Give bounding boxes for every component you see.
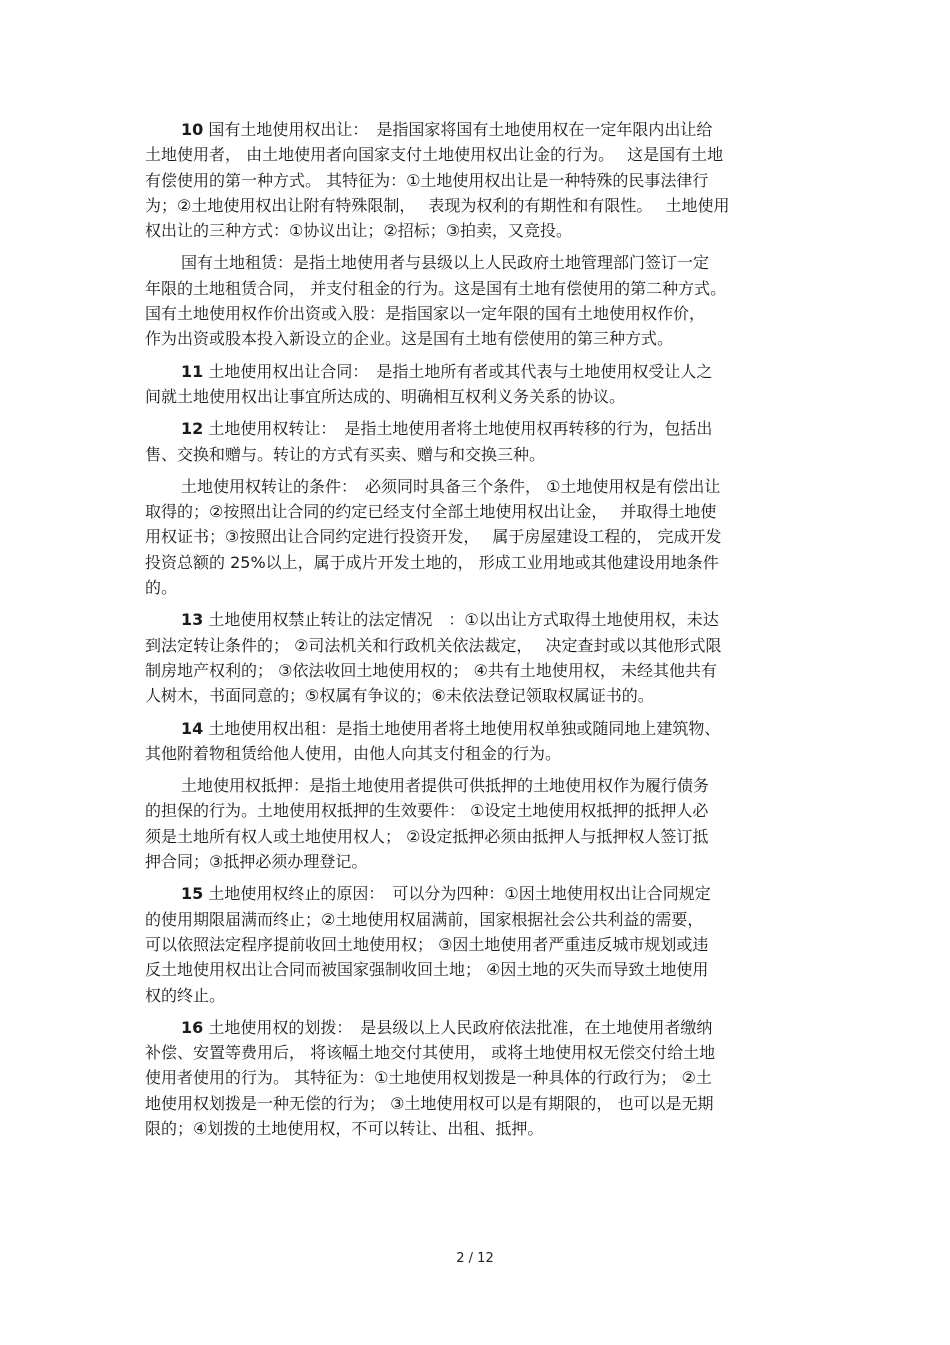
line-text: 售、交换和赠与。转让的方式有买卖、赠与和交换三种。 <box>145 444 546 464</box>
text-line <box>145 416 805 441</box>
text-line <box>145 276 805 301</box>
line-text: 投资总额的 25%以上，属于成片开发土地的， 形成工业用地或其他建设用地条件 <box>145 552 719 572</box>
paragraph <box>145 359 805 410</box>
paragraph-gap <box>145 874 805 881</box>
text-line <box>145 142 805 167</box>
text-line <box>145 193 805 218</box>
line-text: 为；②土地使用权出让附有特殊限制， 表现为权利的有期性和有限性。 土地使用 <box>145 195 730 215</box>
section-number: 10 <box>181 120 204 139</box>
section-number: 11 <box>181 361 204 381</box>
text-line <box>145 524 805 549</box>
line-text: 须是土地所有权人或土地使用权人； ②设定抵押必须由抵押人与抵押权人签订抵 <box>145 826 709 846</box>
line-text: 的使用期限届满而终止；②土地使用权届满前，国家根据社会公共利益的需要， <box>145 909 704 929</box>
text-line <box>145 983 805 1008</box>
line-text: 人树木，书面同意的；⑤权属有争议的；⑥未依法登记领取权属证书的。 <box>145 686 654 706</box>
paragraph-gap <box>145 467 805 474</box>
text-line <box>145 442 805 467</box>
text-line <box>145 474 805 499</box>
line-text: 国有土地使用权出让： 是指国家将国有土地使用权在一定年限内出让给 <box>208 120 713 139</box>
text-line <box>145 881 805 906</box>
text-line <box>145 658 805 683</box>
text-line <box>145 773 805 798</box>
text-line <box>145 824 805 849</box>
text-line <box>145 575 805 600</box>
line-text: 的。 <box>145 578 178 598</box>
text-line <box>145 384 805 409</box>
text-line <box>145 683 805 708</box>
line-text: 土地使用权禁止转让的法定情况 ：①以出让方式取得土地使用权，未达 <box>208 610 719 630</box>
line-text: 其他附着物租赁给他人使用，由他人向其支付租金的行为。 <box>145 743 562 763</box>
paragraph <box>145 773 805 874</box>
text-line <box>145 1091 805 1116</box>
line-text: 可以依照法定程序提前收回土地使用权； ③因土地使用者严重违反城市规划或违 <box>145 934 709 954</box>
text-line <box>145 716 805 741</box>
line-text: 土地使用权转让： 是指土地使用者将土地使用权再转移的行为，包括出 <box>208 419 713 439</box>
text-line <box>145 741 805 766</box>
paragraph-gap <box>145 709 805 716</box>
line-text: 间就土地使用权出让事宜所达成的、明确相互权利义务关系的协议。 <box>145 386 626 406</box>
paragraph <box>145 607 805 708</box>
line-text: 作为出资或股本投入新设立的企业。这是国有土地有偿使用的第三种方式。 <box>145 329 674 349</box>
text-line <box>145 359 805 384</box>
text-line <box>145 550 805 575</box>
paragraph-gap <box>145 243 805 250</box>
paragraph-gap <box>145 600 805 607</box>
text-line <box>145 499 805 524</box>
line-text: 土地使用者， 由土地使用者向国家支付土地使用权出让金的行为。 这是国有土地 <box>145 145 724 165</box>
text-line <box>145 326 805 351</box>
line-text: 有偿使用的第一种方式。 其特征为：①土地使用权出让是一种特殊的民事法律行 <box>145 170 709 190</box>
text-line <box>145 607 805 632</box>
section-number: 16 <box>181 1017 204 1037</box>
paragraph <box>145 250 805 351</box>
text-line <box>145 907 805 932</box>
paragraph <box>145 474 805 600</box>
line-text: 土地使用权转让的条件： 必须同时具备三个条件， ①土地使用权是有偿出让 <box>181 476 721 496</box>
text-line <box>145 301 805 326</box>
line-text: 反土地使用权出让合同而被国家强制收回土地； ④因土地的灭失而导致土地使用 <box>145 960 709 980</box>
line-text: 土地使用权出让合同： 是指土地所有者或其代表与土地使用权受让人之 <box>208 361 713 381</box>
document-body <box>145 117 805 1141</box>
line-text: 制房地产权利的； ③依法收回土地使用权的； ④共有土地使用权， 未经其他共有 <box>145 660 717 680</box>
paragraph <box>145 117 805 243</box>
paragraph-gap <box>145 1008 805 1015</box>
line-text: 取得的；②按照出让合同的约定已经支付全部土地使用权出让金， 并取得土地使 <box>145 502 717 522</box>
text-line <box>145 932 805 957</box>
line-text: 土地使用权终止的原因： 可以分为四种：①因土地使用权出让合同规定 <box>208 884 711 904</box>
line-text: 权的终止。 <box>145 985 226 1005</box>
line-text: 土地使用权抵押：是指土地使用者提供可供抵押的土地使用权作为履行债务 <box>181 776 710 796</box>
line-text: 到法定转让条件的； ②司法机关和行政机关依法裁定， 决定查封或以其他形式限 <box>145 635 722 655</box>
text-line <box>145 849 805 874</box>
text-line <box>145 1040 805 1065</box>
text-line <box>145 250 805 275</box>
section-number: 12 <box>181 419 204 439</box>
text-line <box>145 218 805 243</box>
text-line <box>145 633 805 658</box>
line-text: 地使用权划拨是一种无偿的行为； ③土地使用权可以是有期限的， 也可以是无期 <box>145 1093 714 1113</box>
line-text: 土地使用权的划拨： 是县级以上人民政府依法批准，在土地使用者缴纳 <box>208 1017 713 1037</box>
line-text: 补偿、安置等费用后， 将该幅土地交付其使用， 或将土地使用权无偿交付给土地 <box>145 1043 716 1063</box>
section-number: 15 <box>181 884 204 904</box>
line-text: 押合同；③抵押必须办理登记。 <box>145 852 368 872</box>
text-line <box>145 1116 805 1141</box>
page-number: 2 / 12 <box>456 1251 494 1266</box>
paragraph-gap <box>145 766 805 773</box>
paragraph <box>145 1015 805 1141</box>
line-text: 土地使用权出租：是指土地使用者将土地使用权单独或随同地上建筑物、 <box>208 718 721 738</box>
paragraph-gap <box>145 352 805 359</box>
line-text: 国有土地租赁：是指土地使用者与县级以上人民政府土地管理部门签订一定 <box>181 253 710 273</box>
text-line <box>145 1065 805 1090</box>
text-line <box>145 1015 805 1040</box>
line-text: 的担保的行为。土地使用权抵押的生效要件： ①设定土地使用权抵押的抵押人必 <box>145 801 709 821</box>
paragraph <box>145 716 805 767</box>
line-text: 使用者使用的行为。 其特征为：①土地使用权划拨是一种具体的行政行为； ②土 <box>145 1068 712 1088</box>
line-text: 国有土地使用权作价出资或入股：是指国家以一定年限的国有土地使用权作价， <box>145 304 706 324</box>
text-line <box>145 957 805 982</box>
text-line <box>145 168 805 193</box>
line-text: 权出让的三种方式：①协议出让；②招标；③拍卖，又竞投。 <box>145 221 573 241</box>
text-line <box>145 798 805 823</box>
line-text: 限的；④划拨的土地使用权，不可以转让、出租、抵押。 <box>145 1118 544 1138</box>
paragraph-gap <box>145 409 805 416</box>
text-line <box>145 117 805 142</box>
paragraph <box>145 416 805 467</box>
paragraph <box>145 881 805 1007</box>
section-number: 13 <box>181 610 204 630</box>
line-text: 用权证书；③按照出让合同约定进行投资开发， 属于房屋建设工程的， 完成开发 <box>145 527 722 547</box>
line-text: 年限的土地租赁合同， 并支付租金的行为。这是国有土地有偿使用的第二种方式。 <box>145 278 727 298</box>
section-number: 14 <box>181 718 204 738</box>
